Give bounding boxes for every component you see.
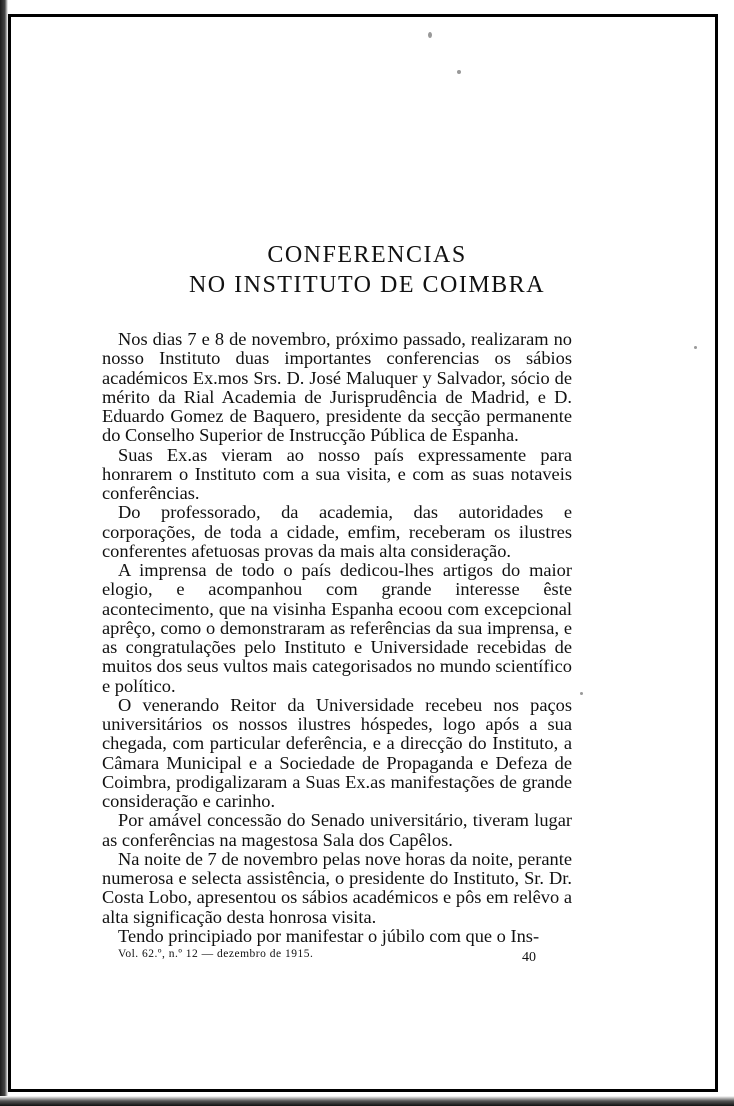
scan-bottom-edge (0, 1096, 734, 1106)
scan-left-edge (0, 0, 8, 1106)
article-header (0, 240, 734, 300)
volume-footer: Vol. 62.º, n.º 12 — dezembro de 1915. (118, 948, 314, 960)
article-body (102, 330, 572, 946)
scan-speck (428, 32, 432, 38)
paragraph-4: A imprensa de todo o país dedicou-lhes artigos do maior elogio, e acompanhou com grande interesse êste acontecimento, que na visinha Espanha ecoou com excepcional aprêço, como o demonstraram as referências da sua imprensa, e as congratulações pelo Instituto e Universidade recebidas de muitos dos seus vultos mais categorisados no mundo scientífico e político. (102, 560, 572, 696)
paragraph-7: Na noite de 7 de novembro pelas nove horas da noite, perante numerosa e selecta assistência, o presidente do Instituto, Sr. Dr. Costa Lobo, apresentou os sábios académicos e pôs em relêvo a alta significação desta honrosa visita. (102, 848, 572, 927)
paragraph-5: O venerando Reitor da Universidade recebeu nos paços universitários os nossos ilustres hóspedes, logo após a sua chegada, com particular deferência, e a direcção do Instituto, a Câmara Municipal e a Sociedade de Propaganda e Defeza de Coimbra, prodigalizaram a Suas Ex.as manifestações de grande consideração e carinho. (102, 694, 572, 811)
page-number: 40 (522, 950, 536, 965)
scan-speck (580, 692, 583, 695)
paragraph-2: Suas Ex.as vieram ao nosso país expressamente para honrarem o Instituto com a sua visita, e com as suas notaveis conferências. (102, 444, 572, 503)
scan-speck (457, 70, 461, 74)
paragraph-6: Por amável concessão do Senado universitário, tiveram lugar as conferências na magestosa Sala dos Capêlos. (102, 810, 572, 850)
paragraph-8: Tendo principiado por manifestar o júbilo com que o Ins- (118, 925, 540, 946)
article-title-line-2: NO INSTITUTO DE COIMBRA (188, 272, 546, 298)
paragraph-3: Do professorado, da academia, das autoridades e corporações, de toda a cidade, emfim, receberam os ilustres conferentes afetuosas provas da mais alta consideração. (102, 502, 572, 561)
paragraph-1: Nos dias 7 e 8 de novembro, próximo passado, realizaram no nosso Instituto duas importantes conferencias os sábios académicos Ex.mos Srs. D. José Maluquer y Salvador, sócio de mérito da Rial Academia de Jurisprudência de Madrid, e D. Eduardo Gomez de Baquero, presidente da secção permanente do Conselho Superior de Instrucção Pública de Espanha. (102, 329, 572, 446)
article-title-line-1: CONFERENCIAS (267, 242, 467, 268)
scan-speck (694, 346, 697, 349)
